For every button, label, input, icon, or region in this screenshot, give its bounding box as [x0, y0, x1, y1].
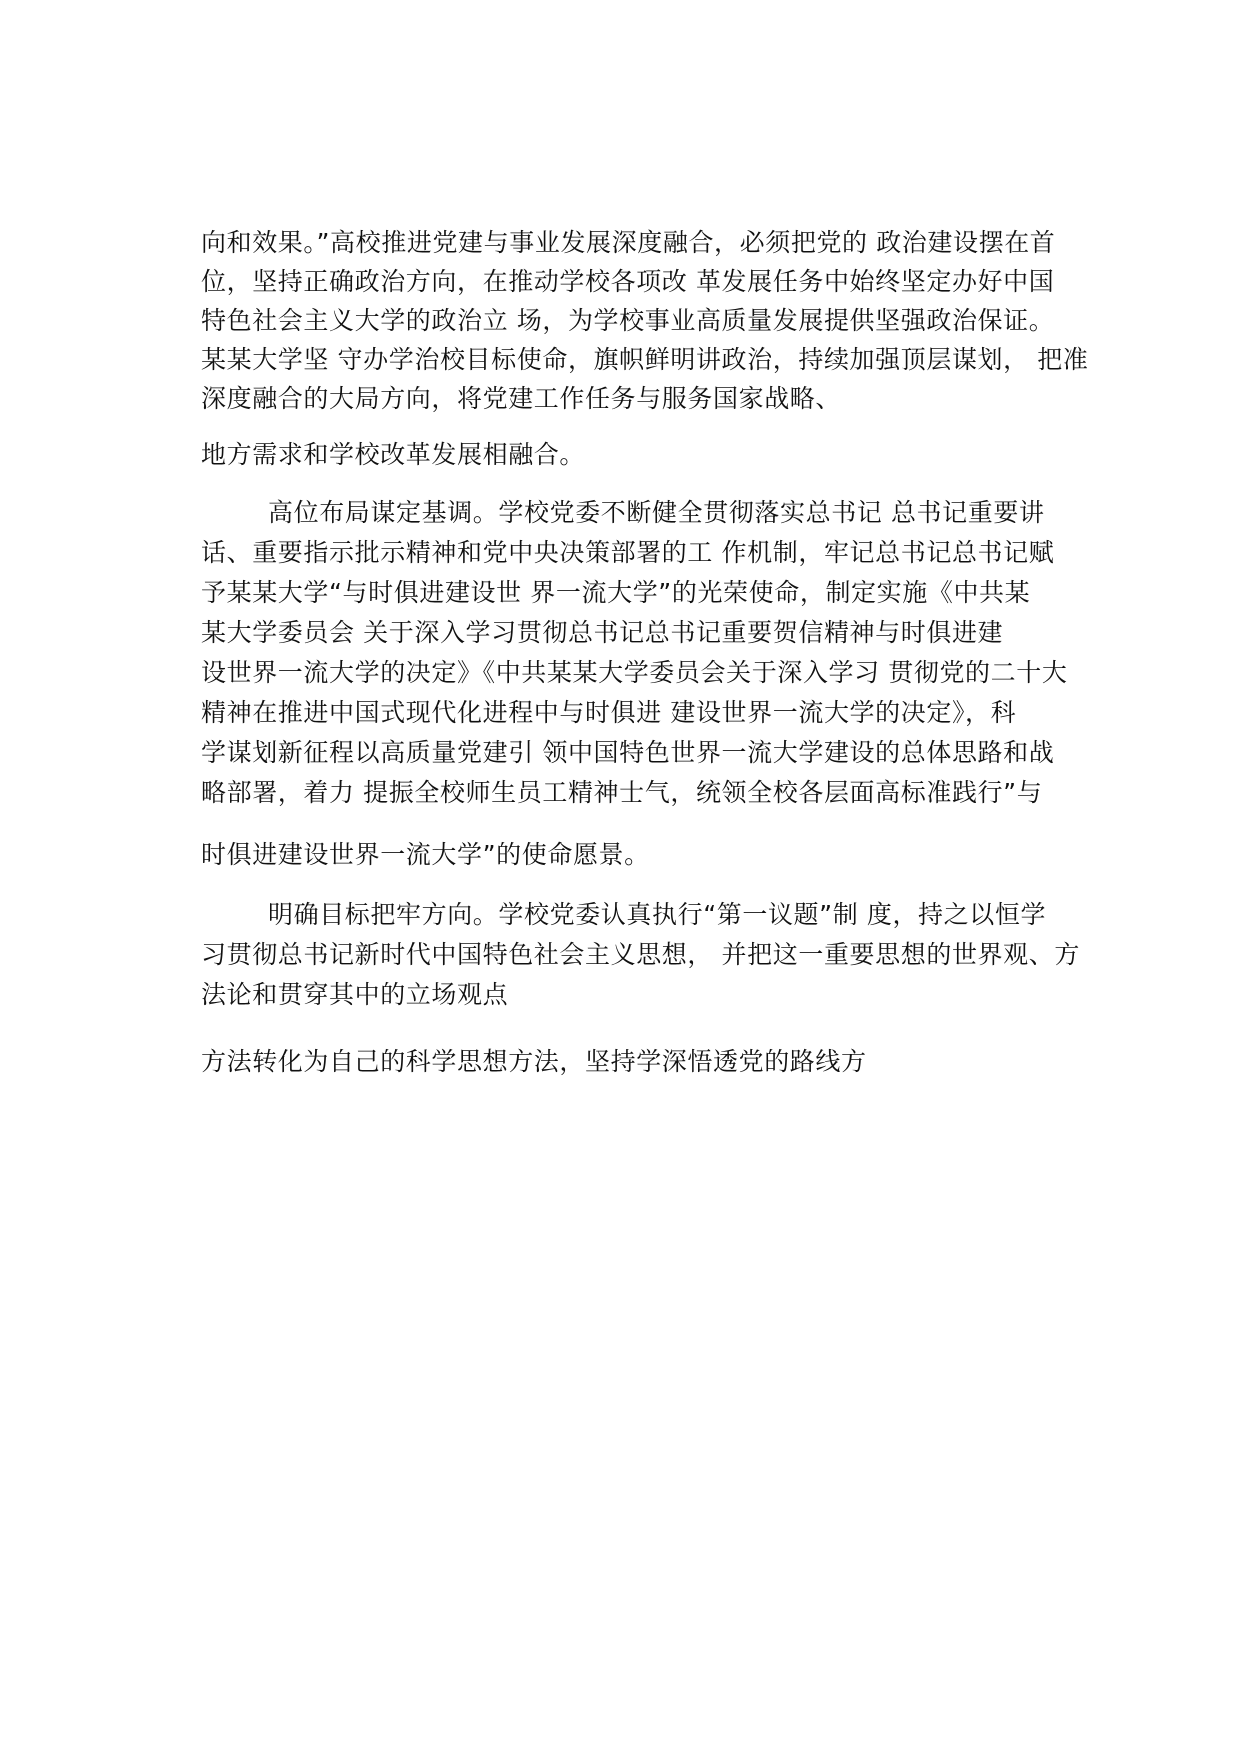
paragraph-heading-line: 明确目标把牢方向。学校党委认真执行“第一议题”制 度，持之以恒学	[268, 900, 1047, 929]
text-line: 话、重要指示批示精神和党中央决策部署的工 作机制，牢记总书记总书记赋	[201, 538, 1055, 567]
text-line: 方法转化为自己的科学思想方法，坚持学深悟透党的路线方	[201, 1047, 867, 1076]
text-line: 予某某大学“与时俱进建设世 界一流大学”的光荣使命，制定实施《中共某	[201, 578, 1031, 607]
text-line: 向和效果。”高校推进党建与事业发展深度融合，必须把党的 政治建设摆在首	[201, 228, 1056, 257]
text-line: 精神在推进中国式现代化进程中与时俱进 建设世界一流大学的决定》，科	[201, 698, 1017, 727]
text-line: 地方需求和学校改革发展相融合。	[201, 440, 586, 469]
paragraph-heading-line: 高位布局谋定基调。学校党委不断健全贯彻落实总书记 总书记重要讲	[268, 498, 1045, 527]
text-line: 位，坚持正确政治方向，在推动学校各项改 革发展任务中始终坚定办好中国	[201, 267, 1055, 296]
text-line: 设世界一流大学的决定》《中共某某大学委员会关于深入学习 贯彻党的二十大	[201, 658, 1068, 687]
text-line: 法论和贯穿其中的立场观点	[201, 980, 509, 1009]
text-line: 时俱进建设世界一流大学”的使命愿景。	[201, 840, 650, 869]
text-line: 某某大学坚 守办学治校目标使命，旗帜鲜明讲政治，持续加强顶层谋划， 把准	[201, 345, 1089, 374]
text-line: 某大学委员会 关于深入学习贯彻总书记总书记重要贺信精神与时俱进建	[201, 618, 1004, 647]
text-line: 略部署，着力 提振全校师生员工精神士气，统领全校各层面高标准践行”与	[201, 778, 1043, 807]
text-line: 习贯彻总书记新时代中国特色社会主义思想， 并把这一重要思想的世界观、方	[201, 940, 1080, 969]
text-line: 特色社会主义大学的政治立 场，为学校事业高质量发展提供坚强政治保证。	[201, 306, 1055, 335]
text-line: 深度融合的大局方向，将党建工作任务与服务国家战略、	[201, 384, 842, 413]
text-line: 学谋划新征程以高质量党建引 领中国特色世界一流大学建设的总体思路和战	[201, 738, 1055, 767]
